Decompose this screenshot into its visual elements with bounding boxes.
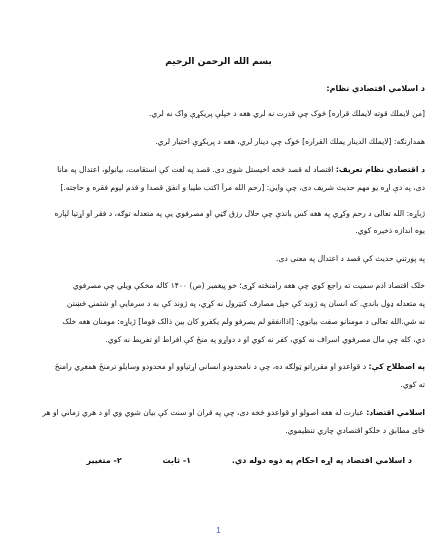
paragraph-6-line-1: خلک اقتصاد ادم سميت ته راجع کوي چې هغه رامنځته کړی؛ خو پيغمبر (ص) ۱۴۰۰ کاله مخکې ويلي چې مصرفوي [72, 281, 425, 290]
paragraph-8-text: عبارت له هغه اصولو او قواعدو څخه دی، چې په قران او سنت کې بيان شوي وي او د هري زماني او هر [42, 408, 364, 417]
paragraph-7-line-1 [12, 362, 425, 372]
paragraph-6-line-4: دي، کله چې مال مصرفوي اسراف نه کوي، کفر نه کوي او د دواړو په منځ کې افراط او تفريط نه کوي. [105, 335, 425, 344]
paragraph-4-line-2: يوه اندازه ذخيره کوي. [355, 226, 425, 235]
islamic-economy-label: اسلامي اقتصاد: [366, 408, 425, 417]
terminology-label: په اصطلاح کې: [368, 362, 425, 371]
paragraph-8-line-2: ځای مطابق د خلکو اقتصادي چاري تنظيموي. [285, 426, 425, 435]
paragraph-4-line-1: ژباړه: الله تعالی د رحم وکړي په هغه کس باندې چې حلال رزق ګټي او مصرفوي يې په متعدله توګه، د فقر او اړتيا لپاره [54, 209, 425, 218]
paragraph-7-line-2: ته کوي. [400, 380, 425, 389]
rulings-label: د اسلامي اقتصاد په اړه احکام په دوه دوله دي. [231, 456, 412, 465]
paragraph-2: همدارنګه: [لايملك الدينار يملك القراره] څوک چې دينار لري، هغه د پريکړې اختيار لري. [155, 137, 425, 146]
paragraph-3-line-2: دی، په دې اړه يو مهم حديث شريف دی، چې وايي: [رحم الله مرأ اکتب طيبا و انفق قصدا و قدم ليوم فقره و حاجته.] [60, 183, 425, 192]
paragraph-1: [من لايملك قوته لايملك قراره] څوک چې قدرت نه لري هغه د خپلې پريکړې واک نه لري. [148, 109, 425, 118]
definition-label: د اقتصادي نظام تعريف: [335, 165, 425, 174]
page-title: بسم الله الرحمن الرحيم [165, 57, 272, 67]
paragraph-6-line-3: نه شي.الله تعالی د مومنانو صفت بيانوي: [اذاانفقو لم يصرفو ولم يکفرو کان بين ذالک قوما] ژباړه: مومنان هغه خلک [62, 317, 425, 326]
paragraph-7-text: د قواعدو او مقرراتو ټولګه ده، چې د نامحدودو انساني اړتياوو او محدودو وسايلو ترمنځ همغږي رامنځ [54, 362, 367, 371]
paragraph-3-line-1 [12, 165, 425, 175]
section-heading: د اسلامي اقتصادي نظام: [326, 84, 425, 93]
point-fixed: ۱- ثابت [162, 456, 192, 465]
paragraph-6-line-2: په متعدله ډول باندې. که انسان په ژوند کې خپل مصارف کنټرول نه کړي، په ژوند کې به د سرمايې او شتمنۍ څښتن [66, 299, 425, 308]
point-variable: ۲- متغيير [86, 456, 122, 465]
paragraph-8-line-1 [12, 408, 425, 418]
page-number: 1 [216, 526, 221, 535]
paragraph-5: په پورتني حديث کې قصد د اعتدال په معنی دی. [276, 254, 425, 263]
rulings-line [70, 456, 412, 465]
paragraph-3-text: اقتصاد له قصد څخه اخيستل شوی دی. قصد په لغت کې استقامت، بيانولو، اعتدال په مانا [57, 165, 334, 174]
